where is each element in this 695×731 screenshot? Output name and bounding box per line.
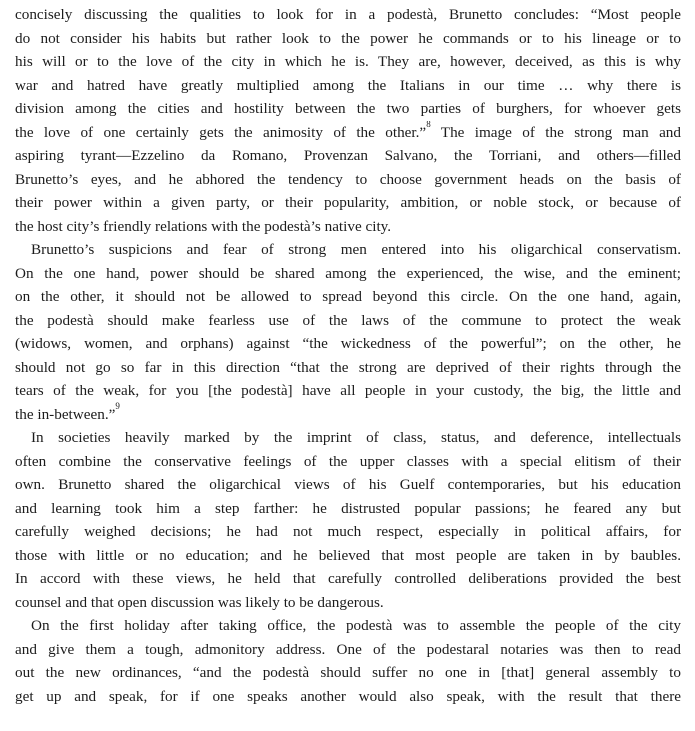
line-text: On the first holiday after taking office, the podestà was to assemble the people of the city: [31, 617, 681, 634]
line-text: his will or to the love of the city in which he is. They are, however, deceived, as this is why: [15, 53, 681, 70]
line-text: get up and speak, for if one speaks another would also speak, with the result that there: [15, 687, 681, 705]
line-text: out the new ordinances, “and the podestà should suffer no one in [that] general assembly to: [15, 664, 681, 681]
paragraph: [15, 3, 681, 238]
text-line: [15, 426, 681, 450]
line-text: the in-between.”: [15, 405, 116, 423]
text-line: [15, 497, 681, 521]
line-text: Brunetto’s suspicions and fear of strong men entered into his oligarchical conservatism.: [31, 241, 681, 258]
text-line: [15, 168, 681, 192]
line-text: and give them a tough, admonitory address. One of the podestaral notaries was then to read: [15, 640, 681, 658]
line-text: war and hatred have greatly multiplied among the Italians in our time … why there is: [15, 76, 681, 94]
line-text: on the other, it should not be allowed to spread beyond this circle. On the one hand, again,: [15, 288, 681, 305]
text-line: [15, 97, 681, 121]
text-line: [15, 591, 681, 615]
text-line: [15, 544, 681, 568]
paragraph: [15, 238, 681, 426]
footnote-marker: 8: [426, 120, 431, 129]
text-line: [15, 27, 681, 51]
text-line: [15, 661, 681, 685]
text-line: [15, 215, 681, 239]
line-text: should not go so far in this direction “that the strong are deprived of their rights through the: [15, 358, 681, 376]
text-line: [15, 379, 681, 403]
line-text: often combine the conservative feelings of the upper classes with a special elitism of their: [15, 452, 681, 470]
line-text: Brunetto’s eyes, and he abhored the tendency to choose government heads on the basis of: [15, 170, 681, 188]
paragraph: [15, 426, 681, 614]
text-line: [15, 356, 681, 380]
line-text: (widows, women, and orphans) against “the wickedness of the powerful”; on the other, he: [15, 335, 681, 352]
line-text: the host city’s friendly relations with the podestà’s native city.: [15, 217, 392, 235]
line-text: own. Brunetto shared the oligarchical views of his Guelf contemporaries, but his education: [15, 476, 681, 493]
line-text: carefully weighed decisions; he had not much respect, especially in political affairs, for: [15, 523, 681, 540]
text-line: [15, 285, 681, 309]
text-line: [15, 614, 681, 638]
line-text: counsel and that open discussion was likely to be dangerous.: [15, 593, 384, 611]
footnote-marker: 9: [115, 400, 120, 411]
text-line: [15, 191, 681, 215]
line-text: In accord with these views, he held that carefully controlled deliberations provided the best: [15, 570, 681, 587]
text-line: [15, 473, 681, 497]
line-text: those with little or no education; and he believed that most people are taken in by baubles.: [15, 546, 681, 564]
text-line: [15, 567, 681, 591]
text-line: [15, 144, 681, 168]
text-line: [15, 262, 681, 286]
text-line: [15, 3, 681, 27]
text-line: [15, 520, 681, 544]
text-line: [15, 638, 681, 662]
document-page: [15, 3, 681, 708]
line-text-continued: The image of the strong man and: [430, 123, 681, 141]
line-text: tears of the weak, for you [the podestà] have all people in your custody, the big, the little and: [15, 382, 681, 399]
text-line: [15, 74, 681, 98]
line-text: their power within a given party, or their popularity, ambition, or noble stock, or because of: [15, 194, 681, 211]
line-text: the podestà should make fearless use of the laws of the commune to protect the weak: [15, 311, 681, 329]
line-text: concisely discussing the qualities to look for in a podestà, Brunetto concludes: “Most people: [15, 6, 681, 23]
paragraph: [15, 614, 681, 708]
text-line: [15, 332, 681, 356]
text-line: [15, 450, 681, 474]
line-text: the love of one certainly gets the animosity of the other.”: [15, 123, 427, 141]
text-line: [15, 685, 681, 709]
line-text: do not consider his habits but rather look to the power he commands or to his lineage or to: [15, 29, 681, 47]
text-line: [15, 238, 681, 262]
text-line: [15, 121, 681, 145]
line-text: In societies heavily marked by the imprint of class, status, and deference, intellectuals: [31, 429, 681, 446]
line-text: division among the cities and hostility between the two parties of burghers, for whoever gets: [15, 100, 681, 117]
line-text: On the one hand, power should be shared among the experienced, the wise, and the eminent;: [15, 264, 681, 282]
line-text: aspiring tyrant—Ezzelino da Romano, Provenzan Salvano, the Torriani, and others—filled: [15, 147, 681, 164]
line-text: and learning took him a step farther: he distrusted popular passions; he feared any but: [15, 499, 681, 517]
text-line: [15, 309, 681, 333]
text-line: [15, 400, 681, 427]
text-line: [15, 50, 681, 74]
